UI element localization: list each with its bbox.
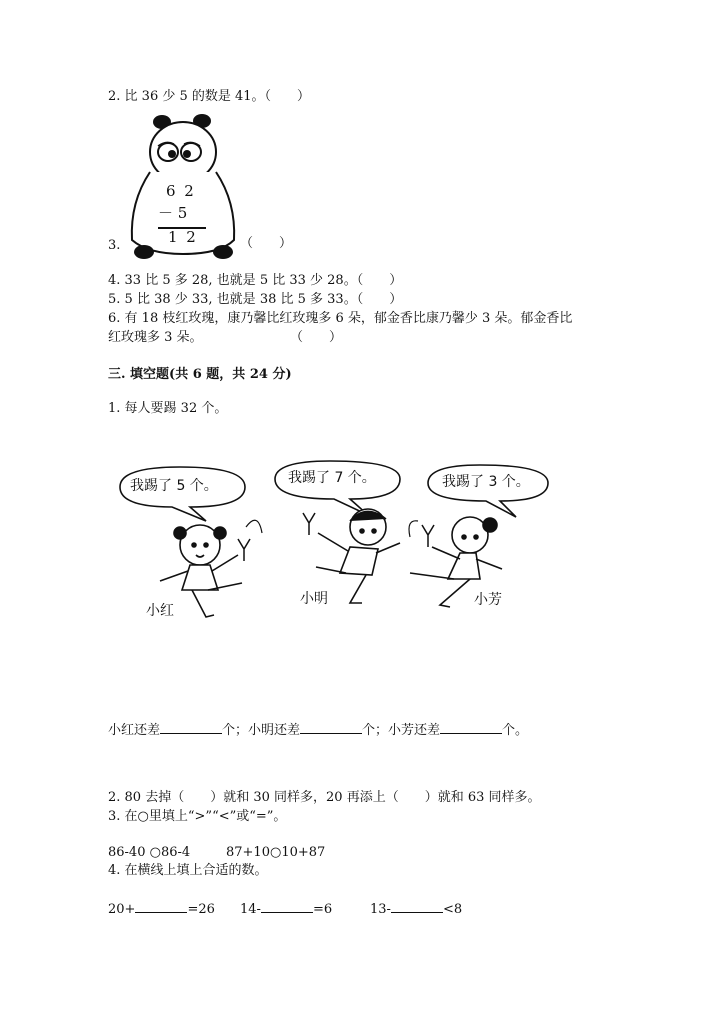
fill-q3-expr1: 86-40 ○86-4	[108, 845, 191, 860]
judge-q6-paren: （ ）	[290, 330, 343, 345]
fill-q2: 2. 80 去掉（ ）就和 30 同样多，20 再添上（ ）就和 63 同样多。	[108, 790, 541, 805]
fill-q1-answer-c: 个；小芳还差	[362, 723, 441, 738]
judge-q3-label: 3.	[108, 238, 121, 253]
speech-bubble-3	[428, 465, 548, 517]
panda-foot-right	[213, 245, 233, 259]
fill-q1-answer-row	[108, 722, 528, 739]
bubble-text-2: 我踢了 7 个。	[288, 470, 376, 486]
judge-q3-paren: （ ）	[240, 236, 293, 251]
fill-q4-expr2	[240, 901, 332, 918]
fill-q1-answer-d: 个。	[502, 723, 529, 738]
judge-q6-line1: 6. 有 18 枝红玫瑰，康乃馨比红玫瑰多 6 朵，郁金香比康乃馨少 3 朵。郁金香比	[108, 311, 573, 326]
fill-q4-e1-left: 20+	[108, 902, 136, 917]
fill-q1: 1. 每人要踢 32 个。	[108, 401, 228, 416]
name-label-xiaofang: 小芳	[474, 592, 502, 608]
name-label-xiaoming: 小明	[300, 591, 328, 607]
fill-q3: 3. 在○里填上“>”“<”或“=”。	[108, 809, 287, 824]
boy-xiaoming	[316, 509, 400, 603]
name-label-xiaohong: 小红	[146, 603, 174, 619]
speech-bubble-1	[120, 467, 245, 521]
fill-q4-e1-right: =26	[187, 902, 215, 917]
fill-q4-e2-right: =6	[312, 902, 333, 917]
fill-q4-e2-left: 14-	[240, 902, 261, 917]
answer-blank-xiaoming[interactable]	[300, 722, 362, 734]
judge-q5: 5. 5 比 38 少 33, 也就是 38 比 5 多 33。（ ）	[108, 292, 403, 307]
blank-q4-3[interactable]	[391, 901, 443, 913]
bubble-text-3: 我踢了 3 个。	[442, 474, 530, 490]
fill-q4-expr1	[108, 901, 215, 918]
fill-q3-expr2: 87+10○10+87	[226, 845, 326, 860]
fill-q4-e3-left: 13-	[370, 902, 391, 917]
fill-q4: 4. 在横线上填上合适的数。	[108, 863, 268, 878]
panda-foot-left	[134, 245, 154, 259]
judge-q6-line2: 红玫瑰多 3 朵。	[108, 330, 203, 345]
bubble-text-1: 我踢了 5 个。	[130, 478, 218, 494]
panda-sum-top: 6 2	[166, 182, 196, 200]
fill-q1-answer-a: 小红还差	[108, 723, 161, 738]
answer-blank-xiaohong[interactable]	[160, 722, 222, 734]
panda-sum-result: 1 2	[168, 228, 198, 246]
judge-q4: 4. 33 比 5 多 28, 也就是 5 比 33 少 28。（ ）	[108, 273, 403, 288]
fill-q4-e3-right: <8	[442, 902, 463, 917]
judge-q2: 2. 比 36 少 5 的数是 41。（ ）	[108, 89, 311, 104]
shuttlecock-icon	[238, 539, 250, 561]
answer-blank-xiaofang[interactable]	[440, 722, 502, 734]
fill-q1-answer-b: 个；小明还差	[222, 723, 301, 738]
blank-q4-1[interactable]	[135, 901, 187, 913]
section-title: 三. 填空题(共 6 题，共 24 分)	[108, 367, 292, 382]
blank-q4-2[interactable]	[261, 901, 313, 913]
fill-q4-expr3	[370, 901, 462, 918]
panda-sum-operator: － 5	[158, 204, 188, 222]
